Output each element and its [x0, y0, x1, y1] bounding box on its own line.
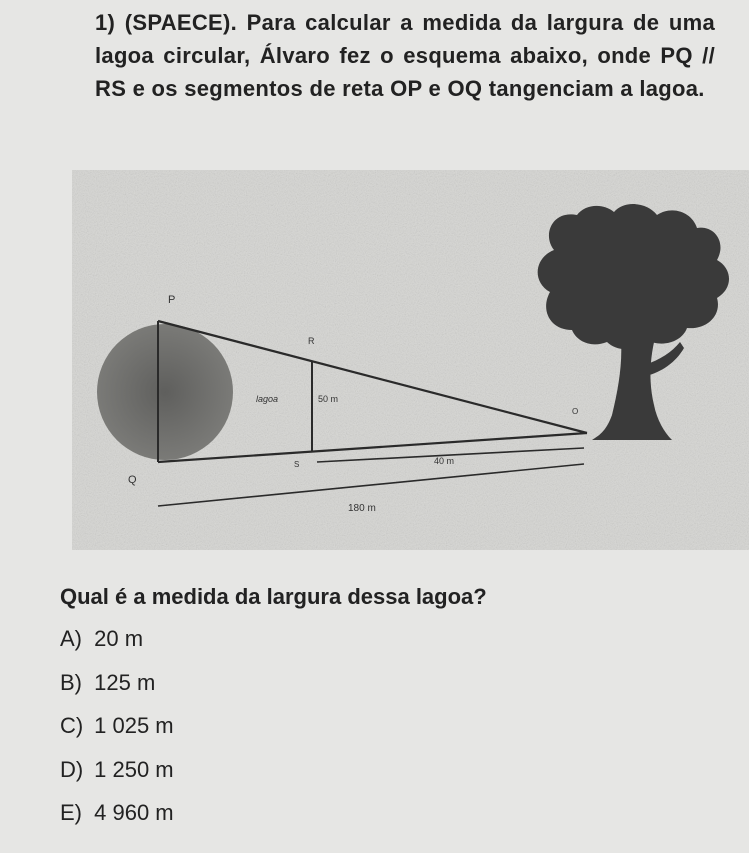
option-text: 1 250 m [94, 756, 174, 782]
label-r: R [308, 336, 315, 346]
lake-diagram [72, 170, 749, 550]
answer-options [60, 617, 174, 835]
label-s: S [294, 460, 300, 469]
label-q: Q [128, 474, 137, 486]
option-text: 4 960 m [94, 800, 174, 825]
label-qo-length: 180 m [348, 503, 376, 514]
option-text: 1 025 m [94, 713, 174, 738]
label-p: P [168, 294, 176, 306]
label-lagoa: lagoa [256, 394, 279, 404]
option-letter: E) [60, 800, 82, 825]
option-e[interactable] [60, 791, 174, 835]
option-c[interactable] [60, 704, 174, 748]
option-letter: B) [60, 669, 82, 695]
option-d[interactable] [60, 748, 174, 792]
label-so-length: 40 m [434, 456, 455, 466]
option-text: 20 m [94, 626, 144, 651]
label-o: O [572, 407, 579, 416]
label-rs-length: 50 m [318, 394, 339, 404]
option-letter: D) [60, 756, 84, 782]
lake-shape [97, 324, 233, 460]
option-text: 125 m [94, 669, 156, 695]
option-letter: A) [60, 626, 82, 651]
option-b[interactable] [60, 661, 174, 705]
option-a[interactable] [60, 617, 174, 661]
prompt-text: Qual é a medida da largura dessa lagoa? [60, 584, 487, 609]
question-text: 1) (SPAECE). Para calcular a medida da largura de uma lagoa circular, Álvaro fez o esquema abaixo, onde PQ // RS e os segmentos de reta OP e OQ tangenciam a lagoa. [95, 10, 715, 101]
option-letter: C) [60, 713, 84, 738]
